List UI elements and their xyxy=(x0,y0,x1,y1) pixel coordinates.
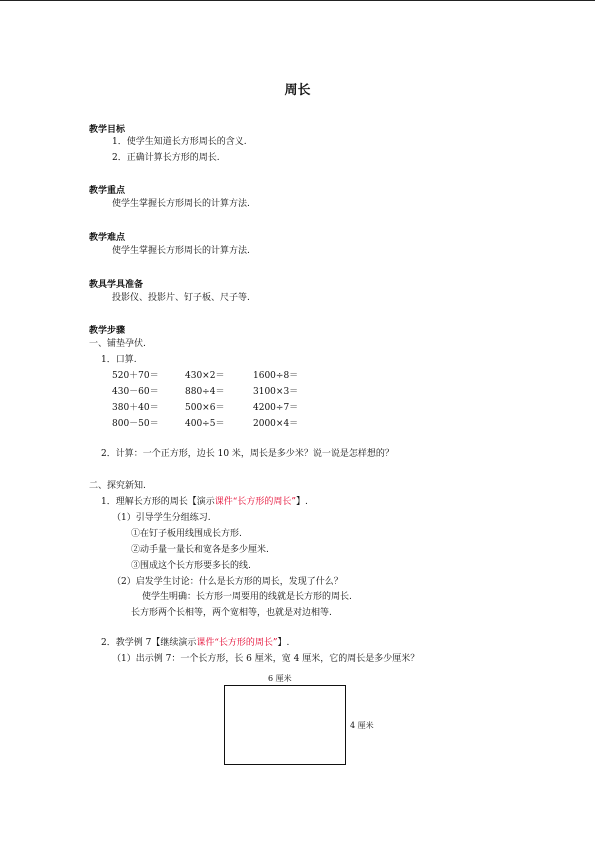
calc-item: 2000×4＝ xyxy=(253,419,299,429)
step1-sub1a: ①在钉子板用线围成长方形. xyxy=(131,529,242,539)
example7-question: （1）出示例 7：一个长方形，长 6 厘米，宽 4 厘米，它的周长是多少厘米？ xyxy=(112,654,420,664)
rect-length-label: 6 厘米 xyxy=(268,674,292,683)
rect-width-label: 4 厘米 xyxy=(350,721,374,730)
part1-heading: 一、铺垫孕伏. xyxy=(89,339,146,349)
step2-suffix: 】. xyxy=(277,638,290,648)
step1-prefix: 1．理解长方形的周长【演示 xyxy=(101,497,215,507)
section-heading-goals: 教学目标 xyxy=(89,125,126,135)
section-heading-tools: 教具学具准备 xyxy=(89,280,144,290)
page-title: 周长 xyxy=(284,83,311,98)
calc-item: 500×6＝ xyxy=(185,403,225,413)
calc-item: 4200÷7＝ xyxy=(253,403,299,413)
rectangle-figure xyxy=(224,685,346,765)
tools-text: 投影仪、投影片、钉子板、尺子等. xyxy=(112,293,250,303)
calc-item: 520＋70＝ xyxy=(112,371,159,381)
section-heading-difficulty: 教学难点 xyxy=(89,233,126,243)
step2-line xyxy=(101,637,289,649)
step1-sub2: （2）启发学生讨论：什么是长方形的周长，发现了什么？ xyxy=(112,577,343,587)
step1-line xyxy=(101,496,308,508)
top-rule xyxy=(0,0,595,1)
calc-item: 3100×3＝ xyxy=(253,387,299,397)
key-point-text: 使学生掌握长方形周长的计算方法. xyxy=(112,199,250,209)
calc-item: 430－60＝ xyxy=(112,387,159,397)
calc-item: 400÷5＝ xyxy=(185,419,225,429)
step2-prefix: 2．教学例 7【继续演示 xyxy=(101,638,197,648)
step1-suffix: 】. xyxy=(295,497,308,507)
goal-item-2: 2．正确计算长方形的周长. xyxy=(112,153,220,163)
calc-item: 800－50＝ xyxy=(112,419,159,429)
step1-sub1b: ②动手量一量长和宽各是多少厘米. xyxy=(131,545,269,555)
oral-calc-label: 1．口算. xyxy=(101,355,137,365)
calc-item: 1600÷8＝ xyxy=(253,371,299,381)
step1-sub1c: ③围成这个长方形要多长的线. xyxy=(131,561,251,571)
calc-item: 880÷4＝ xyxy=(185,387,225,397)
section-heading-key: 教学重点 xyxy=(89,186,126,196)
part2-heading: 二、探究新知. xyxy=(89,481,146,491)
calc-item: 380＋40＝ xyxy=(112,403,159,413)
calc-item: 430×2＝ xyxy=(185,371,225,381)
square-question: 2．计算：一个正方形，边长 10 米，周长是多少米？说一说是怎样想的？ xyxy=(101,449,394,459)
difficulty-text: 使学生掌握长方形周长的计算方法. xyxy=(112,246,250,256)
courseware-link: 课件“长方形的周长” xyxy=(196,638,278,648)
step1-sub2a: 使学生明确：长方形一周要用的线就是长方形的周长. xyxy=(142,592,352,602)
goal-item-1: 1．使学生知道长方形周长的含义. xyxy=(112,137,247,147)
step1-sub2b: 长方形两个长相等，两个宽相等，也就是对边相等. xyxy=(131,608,332,618)
section-heading-steps: 教学步骤 xyxy=(89,326,126,336)
courseware-link: 课件“长方形的周长” xyxy=(214,497,296,507)
step1-sub1: （1）引导学生分组练习. xyxy=(112,513,211,523)
